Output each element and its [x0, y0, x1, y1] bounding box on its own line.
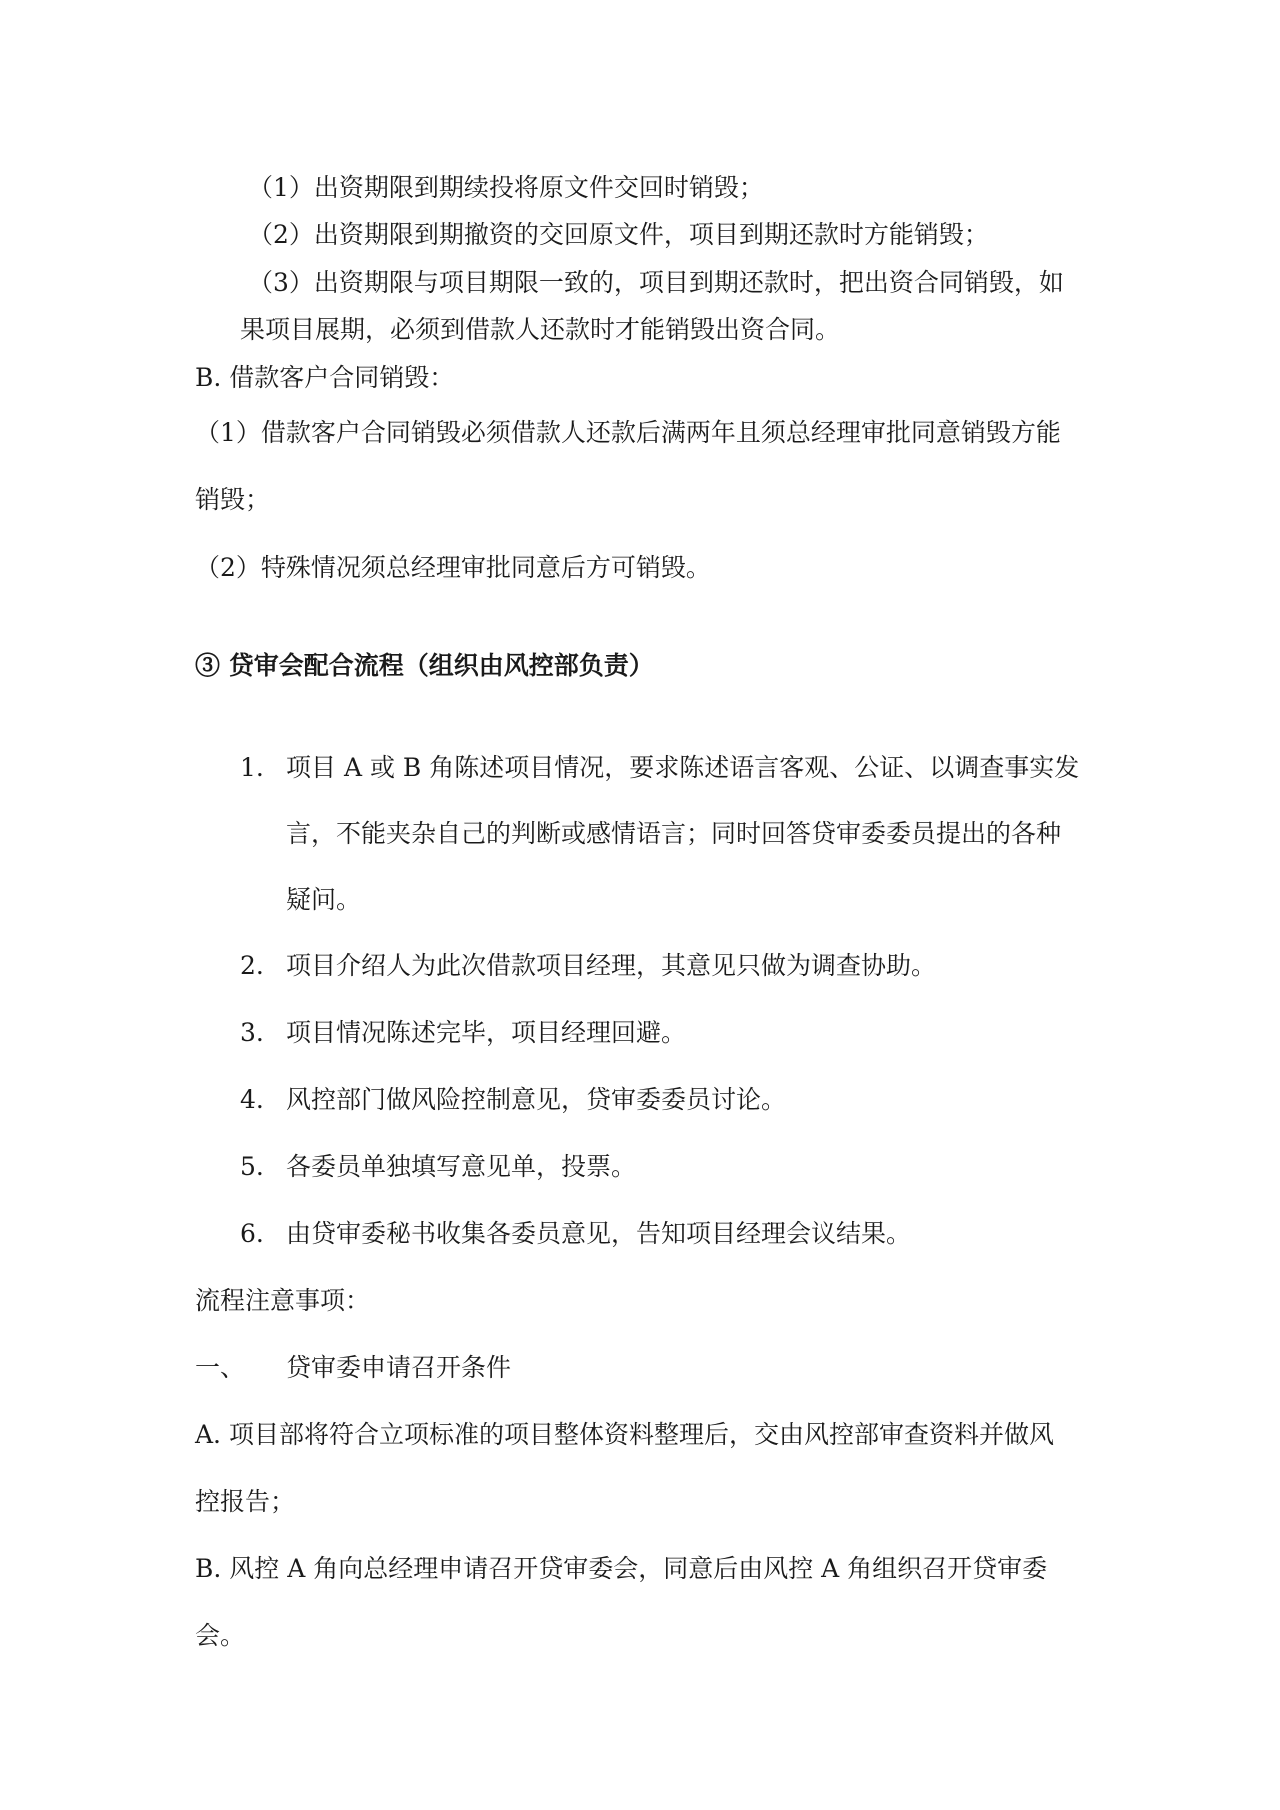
section-a-item-1: （1）出资期限到期续投将原文件交回时销毁；	[248, 173, 764, 202]
step-2-line-1: 项目介绍人为此次借款项目经理，其意见只做为调查协助。	[286, 951, 937, 980]
step-4-line-1: 风控部门做风险控制意见，贷审委委员讨论。	[286, 1085, 787, 1114]
notes-sub-title: 贷审委申请召开条件	[286, 1353, 512, 1382]
section-b-item-1-line-2: 销毁；	[195, 485, 271, 514]
section-b-item-2: （2）特殊情况须总经理审批同意后方可销毁。	[195, 553, 711, 582]
notes-a-line-1: A. 项目部将符合立项标准的项目整体资料整理后，交由风控部审查资料并做风	[195, 1420, 1054, 1449]
section-a-item-3-line-1: （3）出资期限与项目期限一致的，项目到期还款时，把出资合同销毁，如	[248, 268, 1064, 297]
step-5-line-1: 各委员单独填写意见单，投票。	[286, 1152, 637, 1181]
step-6-number: 6.	[240, 1219, 264, 1248]
step-5-number: 5.	[240, 1152, 264, 1181]
step-6-line-1: 由贷审委秘书收集各委员意见，告知项目经理会议结果。	[286, 1219, 912, 1248]
step-4-number: 4.	[240, 1085, 264, 1114]
step-3-number: 3.	[240, 1018, 264, 1047]
step-1-line-2: 言，不能夹杂自己的判断或感情语言；同时回答贷审委委员提出的各种	[286, 819, 1062, 848]
section-b-item-1-line-1: （1）借款客户合同销毁必须借款人还款后满两年且须总经理审批同意销毁方能	[195, 418, 1061, 447]
step-1-number: 1.	[240, 753, 264, 782]
section-b-heading: B. 借款客户合同销毁：	[195, 363, 455, 392]
section-a-item-2: （2）出资期限到期撤资的交回原文件，项目到期还款时方能销毁；	[248, 220, 989, 249]
notes-b-line-1: B. 风控 A 角向总经理申请召开贷审委会，同意后由风控 A 角组织召开贷审委	[195, 1554, 1048, 1583]
notes-a-line-2: 控报告；	[195, 1487, 296, 1516]
step-2-number: 2.	[240, 951, 264, 980]
notes-b-line-2: 会。	[195, 1621, 246, 1650]
section-a-item-3-line-2: 果项目展期，必须到借款人还款时才能销毁出资合同。	[240, 315, 841, 344]
step-3-line-1: 项目情况陈述完毕，项目经理回避。	[286, 1018, 687, 1047]
step-1-line-1: 项目 A 或 B 角陈述项目情况，要求陈述语言客观、公证、以调查事实发	[286, 753, 1080, 782]
step-1-line-3: 疑问。	[286, 885, 362, 914]
section-3-heading: ③ 贷审会配合流程（组织由风控部负责）	[195, 651, 654, 680]
notes-heading: 流程注意事项：	[195, 1286, 371, 1315]
notes-sub-number: 一、	[195, 1353, 246, 1382]
